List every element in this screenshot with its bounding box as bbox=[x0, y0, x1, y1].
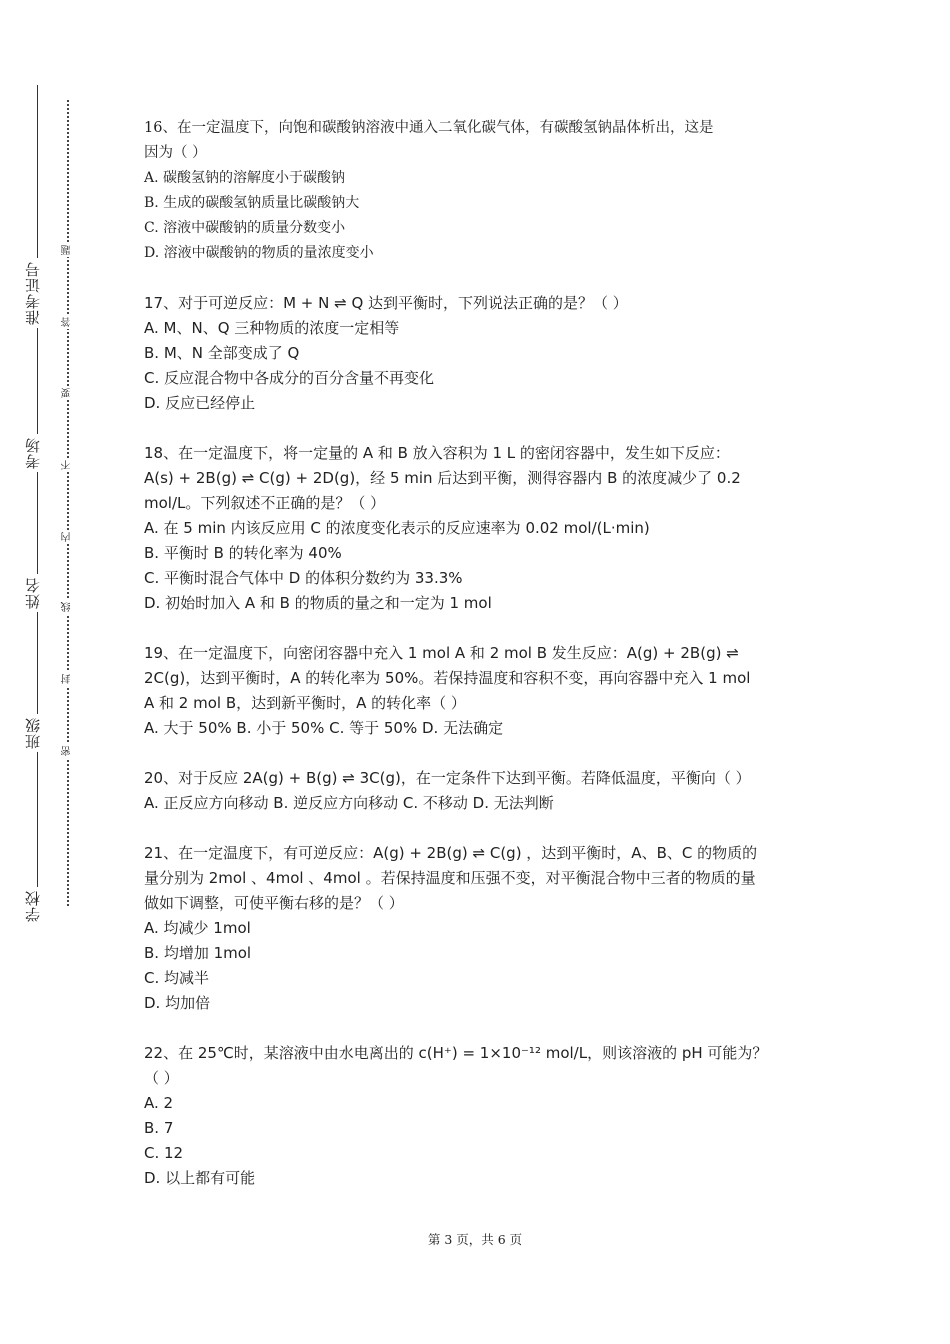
option-d: D. 初始时加入 A 和 B 的物质的量之和一定为 1 mol bbox=[144, 594, 492, 612]
seal-char: 密 bbox=[62, 746, 73, 756]
seal-char: 题 bbox=[62, 245, 73, 255]
option-d: D. 以上都有可能 bbox=[144, 1169, 256, 1187]
question-text: 做如下调整，可使平衡右移的是？（ ） bbox=[144, 894, 404, 912]
question-text: 因为（ ） bbox=[144, 145, 207, 161]
seal-char: 内 bbox=[62, 532, 73, 542]
binding-dotted-line bbox=[67, 100, 69, 906]
question-text: 22、在 25℃时，某溶液中由水电离出的 c(H⁺) = 1×10⁻¹² mol/L，则该溶液的 pH 可能为？ bbox=[144, 1044, 768, 1062]
question-20 bbox=[144, 766, 816, 816]
option-d: D. 溶液中碳酸钠的物质的量浓度变小 bbox=[144, 245, 374, 261]
question-16 bbox=[144, 116, 816, 266]
option-d: D. 均加倍 bbox=[144, 994, 211, 1012]
question-text: 19、在一定温度下，向密闭容器中充入 1 mol A 和 2 mol B 发生反应：A(g) + 2B(g) ⇌ bbox=[144, 644, 739, 662]
option-a: A. 在 5 min 内该反应用 C 的浓度变化表示的反应速率为 0.02 mol/(L·min) bbox=[144, 519, 650, 537]
question-22 bbox=[144, 1041, 816, 1191]
question-text: 18、在一定温度下，将一定量的 A 和 B 放入容积为 1 L 的密闭容器中，发生如下反应： bbox=[144, 444, 730, 462]
question-text: 17、对于可逆反应：M + N ⇌ Q 达到平衡时，下列说法正确的是？（ ） bbox=[144, 294, 628, 312]
option-b: B. 平衡时 B 的转化率为 40% bbox=[144, 544, 342, 562]
question-text: mol/L。下列叙述不正确的是？（ ） bbox=[144, 494, 386, 512]
seal-char: 答 bbox=[62, 317, 73, 327]
question-17 bbox=[144, 291, 816, 416]
question-21 bbox=[144, 841, 816, 1016]
options-line: A. 正反应方向移动 B. 逆反应方向移动 C. 不移动 D. 无法判断 bbox=[144, 794, 554, 812]
option-c: C. 反应混合物中各成分的百分含量不再变化 bbox=[144, 369, 435, 387]
question-text: （ ） bbox=[144, 1069, 179, 1087]
question-text: 21、在一定温度下，有可逆反应：A(g) + 2B(g) ⇌ C(g) ，达到平衡时，A、B、C 的物质的 bbox=[144, 844, 758, 862]
question-18 bbox=[144, 441, 816, 616]
option-c: C. 均减半 bbox=[144, 969, 210, 987]
options-line: A. 大于 50% B. 小于 50% C. 等于 50% D. 无法确定 bbox=[144, 719, 504, 737]
question-text: A(s) + 2B(g) ⇌ C(g) + 2D(g)，经 5 min 后达到平衡，测得容器内 B 的浓度减少了 0.2 bbox=[144, 469, 741, 487]
exam-room-field-label: 考场 bbox=[22, 434, 52, 472]
school-field-label: 学校 bbox=[22, 887, 52, 925]
binding-solid-line bbox=[37, 85, 38, 925]
option-a: A. 均减少 1mol bbox=[144, 919, 251, 937]
seal-char: 要 bbox=[62, 388, 73, 398]
option-c: C. 溶液中碳酸钠的质量分数变小 bbox=[144, 220, 346, 236]
option-b: B. 7 bbox=[144, 1119, 174, 1137]
name-field-label: 姓名 bbox=[22, 574, 52, 612]
question-text: A 和 2 mol B，达到新平衡时，A 的转化率（ ） bbox=[144, 694, 466, 712]
option-c: C. 12 bbox=[144, 1144, 184, 1162]
exam-id-field-label: 准考证号 bbox=[22, 258, 52, 328]
option-c: C. 平衡时混合气体中 D 的体积分数约为 33.3% bbox=[144, 569, 463, 587]
page-number: 第 3 页，共 6 页 bbox=[427, 1232, 523, 1247]
option-d: D. 反应已经停止 bbox=[144, 394, 256, 412]
option-a: A. 碳酸氢钠的溶解度小于碳酸钠 bbox=[144, 170, 346, 186]
question-text: 20、对于反应 2A(g) + B(g) ⇌ 3C(g)，在一定条件下达到平衡。若降低温度，平衡向（ ） bbox=[144, 769, 751, 787]
question-19 bbox=[144, 641, 816, 741]
question-list bbox=[144, 116, 816, 1216]
option-b: B. M、N 全部变成了 Q bbox=[144, 344, 300, 362]
option-b: B. 均增加 1mol bbox=[144, 944, 252, 962]
option-a: A. M、N、Q 三种物质的浓度一定相等 bbox=[144, 319, 400, 337]
question-text: 2C(g)，达到平衡时，A 的转化率为 50%。若保持温度和容积不变，再向容器中充入 1 mol bbox=[144, 669, 751, 687]
question-text: 16、在一定温度下，向饱和碳酸钠溶液中通入二氧化碳气体，有碳酸氢钠晶体析出，这是 bbox=[144, 120, 714, 136]
seal-char: 不 bbox=[62, 460, 73, 470]
question-text: 量分别为 2mol 、4mol 、4mol 。若保持温度和压强不变，对平衡混合物中三者的物质的量 bbox=[144, 869, 756, 887]
binding-margin bbox=[0, 0, 110, 1344]
seal-char: 封 bbox=[62, 674, 73, 684]
seal-char: 线 bbox=[62, 602, 73, 612]
option-a: A. 2 bbox=[144, 1094, 174, 1112]
class-field-label: 班级 bbox=[22, 714, 52, 752]
option-b: B. 生成的碳酸氢钠质量比碳酸钠大 bbox=[144, 195, 360, 211]
